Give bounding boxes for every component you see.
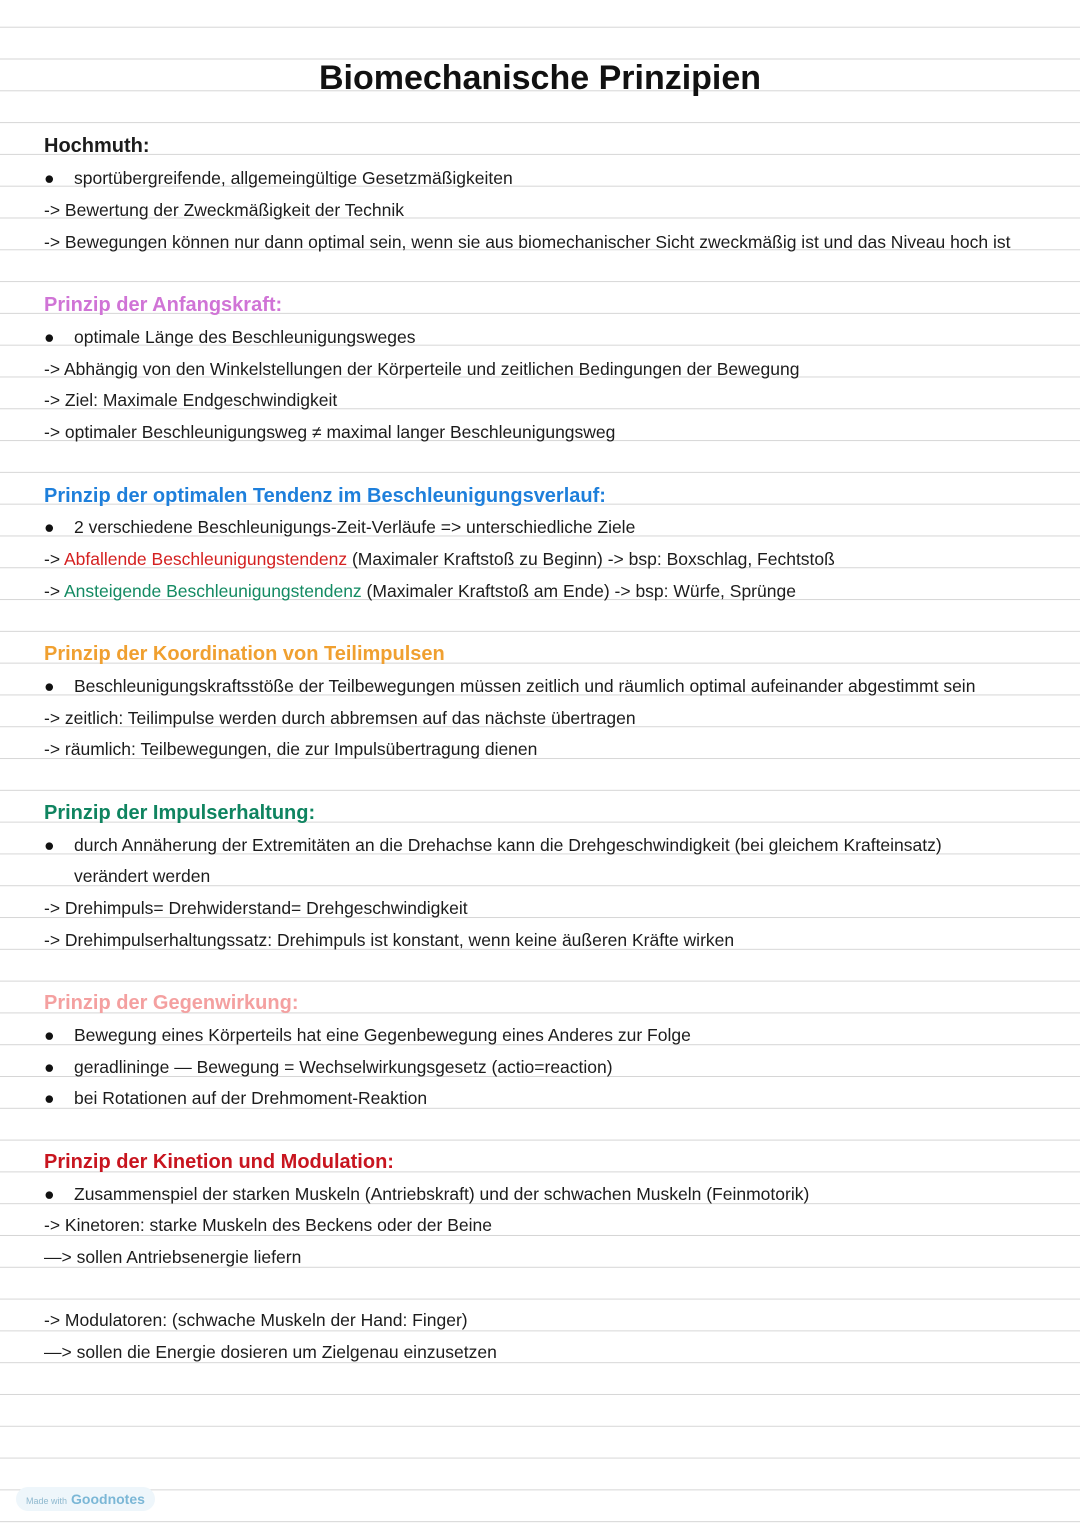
heading-hochmuth: Hochmuth: [44,135,150,157]
gegenwirkung-bullet-3-text: bei Rotationen auf der Drehmoment-Reaktion [74,1088,428,1108]
koordination-line-1: -> zeitlich: Teilimpulse werden durch abbremsen auf das nächste übertragen [44,708,636,728]
koordination-line-2: -> räumlich: Teilbewegungen, die zur Impulsübertragung dienen [44,739,538,759]
impulserhaltung-line-2: -> Drehimpulserhaltungssatz: Drehimpuls ist konstant, wenn keine äußeren Kräfte wirken [44,930,735,950]
tendenz-line-1-prefix: -> [44,549,64,569]
hochmuth-line-1: -> Bewertung der Zweckmäßigkeit der Technik [44,200,405,220]
koordination-bullet-1-text: Beschleunigungskraftsstöße der Teilbewegungen müssen zeitlich und räumlich optimal aufeinander abgestimmt sein [74,676,976,696]
kinetion-line-4: —> sollen die Energie dosieren um Zielgenau einzusetzen [44,1342,497,1362]
heading-tendenz: Prinzip der optimalen Tendenz im Beschleunigungsverlauf: [44,485,606,507]
tendenz-bullet-1-text: 2 verschiedene Beschleunigungs-Zeit-Verläufe => unterschiedliche Ziele [74,517,636,537]
bullet-icon: ● [44,1088,55,1108]
kinetion-bullet-1-text: Zusammenspiel der starken Muskeln (Antriebskraft) und der schwachen Muskeln (Feinmotorik) [74,1184,810,1204]
bullet-icon: ● [44,1057,55,1077]
gegenwirkung-bullet-1-text: Bewegung eines Körperteils hat eine Gegenbewegung eines Anderes zur Folge [74,1025,691,1045]
anfangskraft-bullet-1 [44,321,416,353]
hochmuth-bullet-1 [44,162,513,194]
badge-brand: Goodnotes [71,1491,145,1507]
bullet-icon: ● [44,676,55,696]
hochmuth-line-2: -> Bewegungen können nur dann optimal sein, wenn sie aus biomechanischer Sicht zweckmäßig ist und das Niveau hoch ist [44,232,1011,252]
gegenwirkung-bullet-2 [44,1051,613,1083]
gegenwirkung-bullet-2-text: geradlininge — Bewegung = Wechselwirkungsgesetz (actio=reaction) [74,1057,613,1077]
kinetion-line-2: —> sollen Antriebsenergie liefern [44,1247,302,1267]
tendenz-line-2 [44,575,796,607]
heading-impulserhaltung: Prinzip der Impulserhaltung: [44,802,316,824]
tendenz-line-1-rest: (Maximaler Kraftstoß zu Beginn) -> bsp: Boxschlag, Fechtstoß [347,549,835,569]
anfangskraft-line-2: -> Ziel: Maximale Endgeschwindigkeit [44,390,338,410]
impulserhaltung-bullet-1-text: durch Annäherung der Extremitäten an die Drehachse kann die Drehgeschwindigkeit (bei gleichem Krafteinsatz) [74,835,942,855]
bullet-icon: ● [44,835,55,855]
impulserhaltung-line-1: -> Drehimpuls= Drehwiderstand= Drehgeschwindigkeit [44,898,468,918]
tendenz-line-1 [44,543,835,575]
kinetion-line-1: -> Kinetoren: starke Muskeln des Beckens oder der Beine [44,1215,492,1235]
bullet-icon: ● [44,1025,55,1045]
rising-tendency-label: Ansteigende Beschleunigungstendenz [63,581,362,601]
heading-koordination: Prinzip der Koordination von Teilimpulsen [44,643,445,665]
page-title: Biomechanische Prinzipien [318,59,762,97]
bullet-icon: ● [44,327,55,347]
goodnotes-badge [16,1487,155,1511]
bullet-icon: ● [44,168,55,188]
impulserhaltung-bullet-1-continued: verändert werden [74,866,211,886]
kinetion-line-3: -> Modulatoren: (schwache Muskeln der Hand: Finger) [44,1310,468,1330]
heading-gegenwirkung: Prinzip der Gegenwirkung: [44,992,299,1014]
anfangskraft-line-3: -> optimaler Beschleunigungsweg ≠ maximal langer Beschleunigungsweg [44,422,616,442]
tendenz-line-2-prefix: -> [44,581,64,601]
anfangskraft-line-1: -> Abhängig von den Winkelstellungen der Körperteile und zeitlichen Bedingungen der Bewegung [44,359,800,379]
kinetion-bullet-1 [44,1178,809,1210]
bullet-icon: ● [44,517,55,537]
heading-anfangskraft: Prinzip der Anfangskraft: [44,294,283,316]
impulserhaltung-bullet-1 [44,829,942,861]
bullet-icon: ● [44,1184,55,1204]
anfangskraft-bullet-1-text: optimale Länge des Beschleunigungsweges [74,327,416,347]
tendenz-line-2-rest: (Maximaler Kraftstoß am Ende) -> bsp: Würfe, Sprünge [361,581,796,601]
gegenwirkung-bullet-1 [44,1019,691,1051]
gegenwirkung-bullet-3 [44,1082,427,1114]
tendenz-bullet-1 [44,511,635,543]
hochmuth-bullet-1-text: sportübergreifende, allgemeingültige Gesetzmäßigkeiten [74,168,513,188]
koordination-bullet-1 [44,670,975,702]
heading-kinetion: Prinzip der Kinetion und Modulation: [44,1151,394,1173]
badge-made-with: Made with [26,1496,68,1506]
falling-tendency-label: Abfallende Beschleunigungstendenz [63,549,348,569]
